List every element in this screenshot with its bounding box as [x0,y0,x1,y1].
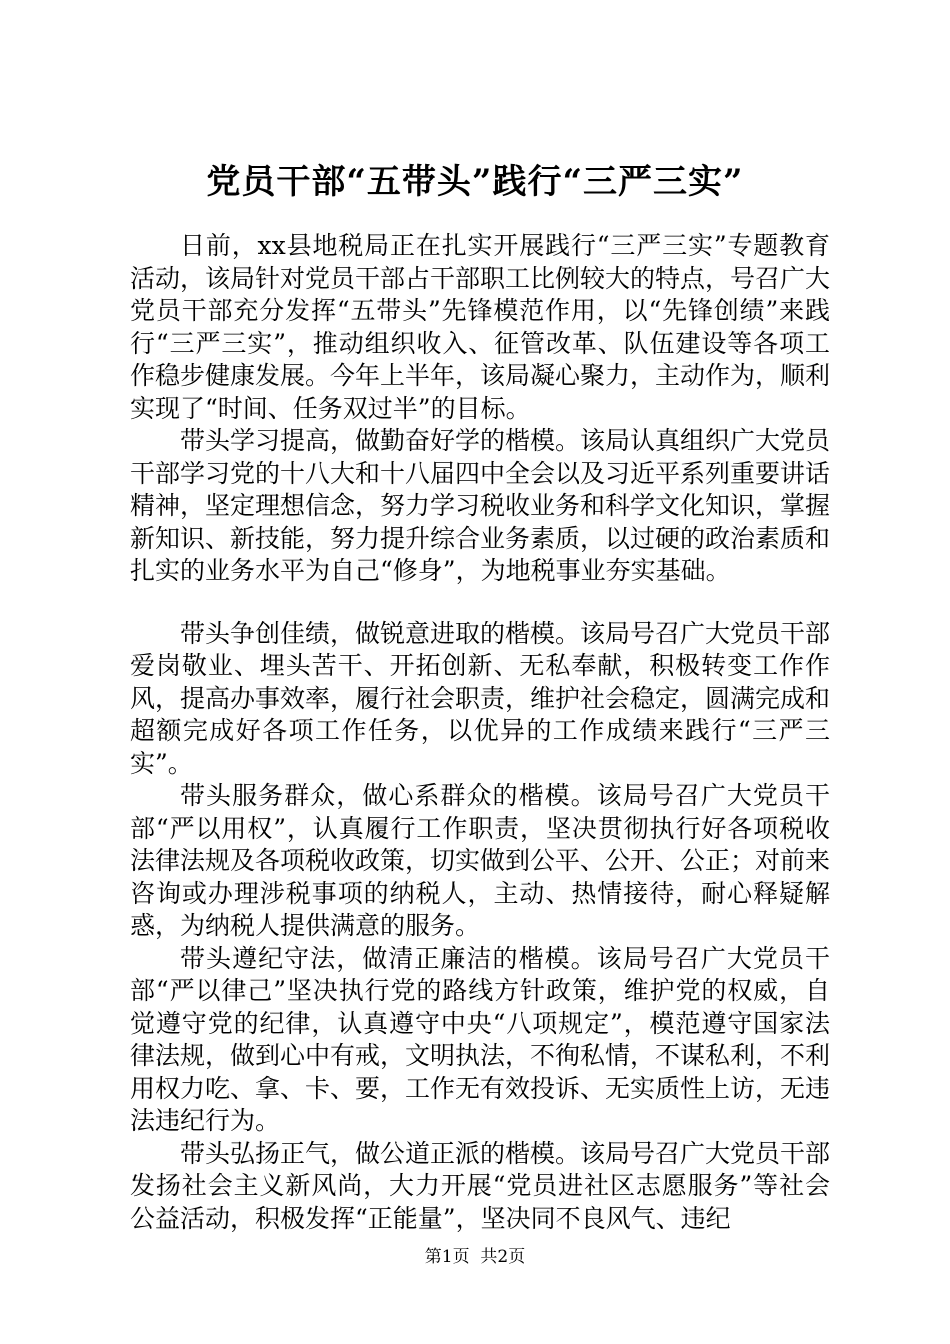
paragraph-study: 带头学习提高，做勤奋好学的楷模。该局认真组织广大党员干部学习党的十八大和十八届四中全会以及习近平系列重要讲话精神，坚定理想信念，努力学习税收业务和科学文化知识，掌握新知识、新技能，努力提升综合业务素质，以过硬的政治素质和扎实的业务水平为自己“修身”，为地税事业夯实基础。 [130,426,831,585]
page-number-label: 第1页 共2页 [424,1247,526,1267]
page-footer [0,1245,950,1269]
document-body [130,230,830,1235]
paragraph-achievement: 带头争创佳绩，做锐意进取的楷模。该局号召广大党员干部爱岗敬业、埋头苦干、开拓创新、无私奉献，积极转变工作作风，提高办事效率，履行社会职责，维护社会稳定，圆满完成和超额完成好各项工作任务，以优异的工作成绩来践行“三严三实”。 [130,618,831,778]
document-title: 党员干部“五带头”践行“三严三实” [206,162,744,202]
paragraph-discipline: 带头遵纪守法，做清正廉洁的楷模。该局号召广大党员干部“严以律己”坚决执行党的路线方针政策，维护党的权威，自觉遵守党的纪律，认真遵守中央“八项规定”，模范遵守国家法律法规，做到心中有戒，文明执法，不徇私情，不谋私利，不利用权力吃、拿、卡、要，工作无有效投诉、无实质性上访，无违法违纪行为。 [130,943,831,1135]
paragraph-service: 带头服务群众，做心系群众的楷模。该局号召广大党员干部“严以用权”，认真履行工作职责，坚决贯彻执行好各项税收法律法规及各项税收政策，切实做到公平、公开、公正；对前来咨询或办理涉税事项的纳税人，主动、热情接待，耐心释疑解惑，为纳税人提供满意的服务。 [130,781,831,940]
paragraph-integrity: 带头弘扬正气，做公道正派的楷模。该局号召广大党员干部发扬社会主义新风尚，大力开展“党员进社区志愿服务”等社会公益活动，积极发挥“正能量”，坚决同不良风气、违纪 [130,1138,831,1233]
paragraph-intro: 日前，xx县地税局正在扎实开展践行“三严三实”专题教育活动，该局针对党员干部占干部职工比例较大的特点，号召广大党员干部充分发挥“五带头”先锋模范作用，以“先锋创绩”来践行“三严三实”，推动组织收入、征管改革、队伍建设等各项工作稳步健康发展。今年上半年，该局凝心聚力，主动作为，顺利实现了“时间、任务双过半”的目标。 [130,231,831,423]
